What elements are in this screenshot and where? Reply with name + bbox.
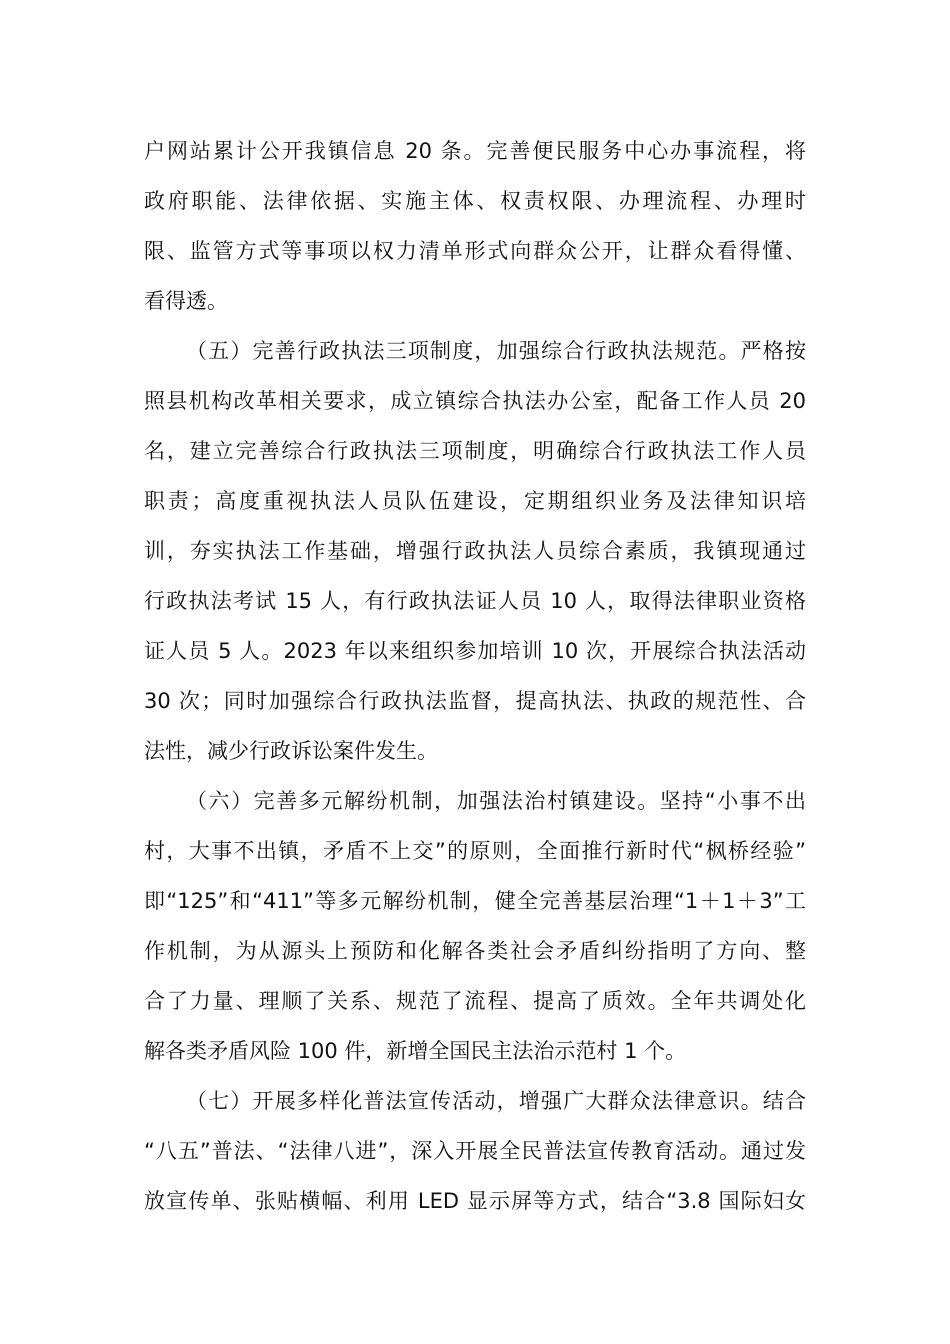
text-line: 政府职能、法律依据、实施主体、权责权限、办理流程、办理时 bbox=[144, 189, 806, 213]
text-line: 30 次；同时加强综合行政执法监督，提高执法、执政的规范性、合 bbox=[144, 689, 806, 713]
text-line: “八五”普法、“法律八进”，深入开展全民普法宣传教育活动。通过发 bbox=[144, 1139, 806, 1163]
paragraph-continued bbox=[144, 126, 806, 326]
text-line: 限、监管方式等事项以权力清单形式向群众公开，让群众看得懂、 bbox=[144, 239, 806, 263]
text-line: 行政执法考试 15 人，有行政执法证人员 10 人，取得法律职业资格 bbox=[144, 589, 806, 613]
text-line: 解各类矛盾风险 100 件，新增全国民主法治示范村 1 个。 bbox=[144, 1039, 687, 1063]
text-line: 村，大事不出镇，矛盾不上交”的原则，全面推行新时代“枫桥经验” bbox=[144, 839, 806, 863]
paragraph-section-5 bbox=[144, 326, 806, 776]
text-line: 证人员 5 人。2023 年以来组织参加培训 10 次，开展综合执法活动 bbox=[144, 639, 806, 663]
text-line: 法性，减少行政诉讼案件发生。 bbox=[144, 739, 438, 763]
paragraph-section-7 bbox=[144, 1076, 806, 1226]
text-line: 名，建立完善综合行政执法三项制度，明确综合行政执法工作人员 bbox=[144, 439, 806, 463]
section-6-heading-line: （六）完善多元解纷机制，加强法治村镇建设。坚持“小事不出 bbox=[186, 789, 806, 813]
text-line: 即“125”和“411”等多元解纷机制，健全完善基层治理“1＋1＋3”工 bbox=[144, 889, 806, 913]
text-line: 作机制，为从源头上预防和化解各类社会矛盾纠纷指明了方向、整 bbox=[144, 939, 806, 963]
paragraph-section-6 bbox=[144, 776, 806, 1076]
body-text bbox=[144, 126, 806, 1226]
text-line: 职责；高度重视执法人员队伍建设，定期组织业务及法律知识培 bbox=[144, 489, 806, 513]
text-line: 看得透。 bbox=[144, 289, 228, 313]
text-line: 户网站累计公开我镇信息 20 条。完善便民服务中心办事流程，将 bbox=[144, 139, 806, 163]
text-line: 训，夯实执法工作基础，增强行政执法人员综合素质，我镇现通过 bbox=[144, 539, 806, 563]
text-line: 放宣传单、张贴横幅、利用 LED 显示屏等方式，结合“3.8 国际妇女 bbox=[144, 1189, 806, 1213]
text-line: 合了力量、理顺了关系、规范了流程、提高了质效。全年共调处化 bbox=[144, 989, 806, 1013]
section-5-heading-line: （五）完善行政执法三项制度，加强综合行政执法规范。严格按 bbox=[186, 339, 806, 363]
text-line: 照县机构改革相关要求，成立镇综合执法办公室，配备工作人员 20 bbox=[144, 389, 806, 413]
section-7-heading-line: （七）开展多样化普法宣传活动，增强广大群众法律意识。结合 bbox=[186, 1089, 806, 1113]
